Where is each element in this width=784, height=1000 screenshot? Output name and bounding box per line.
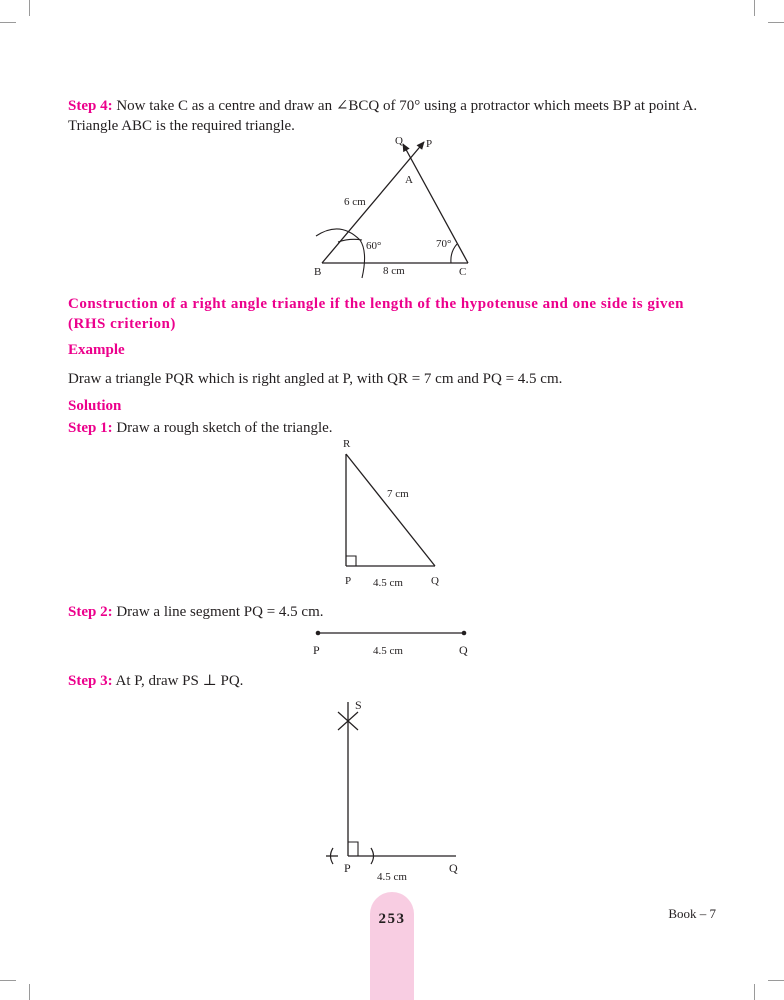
crop-mark bbox=[768, 980, 784, 981]
point-q-label: Q bbox=[449, 861, 458, 875]
step3-label: Step 3: bbox=[68, 673, 113, 689]
side-qr bbox=[346, 454, 435, 566]
segment-length-label: 4.5 cm bbox=[373, 645, 403, 657]
point-q-label: Q bbox=[431, 575, 439, 587]
point-q-label: Q bbox=[459, 643, 468, 657]
step2-text: Draw a line segment PQ = 4.5 cm. bbox=[112, 604, 324, 620]
crop-mark bbox=[768, 22, 784, 23]
right-angle-mark bbox=[346, 556, 356, 566]
endpoint-q bbox=[462, 631, 467, 636]
example-text: Draw a triangle PQR which is right angled at P, with QR = 7 cm and PQ = 4.5 cm. bbox=[68, 371, 563, 387]
point-p-label: P bbox=[345, 575, 352, 587]
example-heading: Example bbox=[68, 342, 125, 358]
point-a-label: A bbox=[405, 174, 413, 186]
side-pq-label: 4.5 cm bbox=[373, 577, 403, 589]
triangle-abc-figure bbox=[300, 128, 490, 280]
book-label: Book – 7 bbox=[668, 906, 716, 921]
side-qr-label: 7 cm bbox=[387, 488, 409, 500]
page-number-tab bbox=[370, 892, 414, 1000]
right-angle-mark bbox=[348, 842, 358, 856]
step4-text: Now take C as a centre and draw an ∠BCQ of 70° using a protractor which meets BP at point A. bbox=[112, 98, 698, 114]
crop-mark bbox=[754, 0, 755, 16]
crop-mark bbox=[754, 984, 755, 1000]
side-ab-label: 6 cm bbox=[344, 196, 366, 208]
point-p-label: P bbox=[426, 138, 433, 150]
angle-b-label: 60° bbox=[366, 240, 382, 252]
step3-text: At P, draw PS ⊥ PQ. bbox=[112, 673, 244, 689]
step2-label: Step 2: bbox=[68, 604, 113, 620]
triangle-pqr-sketch bbox=[330, 436, 450, 592]
rhs-heading-line1: Construction of a right angle triangle if the length of the hypotenuse and one side is given bbox=[68, 296, 685, 312]
segment-pq-figure bbox=[306, 624, 476, 660]
point-p-label: P bbox=[313, 643, 320, 657]
crop-mark bbox=[0, 980, 16, 981]
compass-arc-b bbox=[316, 229, 365, 278]
length-label: 4.5 cm bbox=[377, 871, 407, 883]
step1-text: Draw a rough sketch of the triangle. bbox=[112, 420, 333, 436]
point-r-label: R bbox=[343, 438, 351, 450]
angle-c-label: 70° bbox=[436, 238, 452, 250]
point-q-label: Q bbox=[395, 135, 403, 147]
crop-mark bbox=[29, 0, 30, 16]
step1-paragraph bbox=[68, 418, 333, 438]
step4-label: Step 4: bbox=[68, 98, 113, 114]
angle-arc-c bbox=[451, 244, 457, 263]
rhs-heading-line2: (RHS criterion) bbox=[68, 316, 176, 332]
endpoint-p bbox=[316, 631, 321, 636]
page-number: 253 bbox=[378, 911, 406, 927]
rhs-heading bbox=[68, 294, 716, 334]
point-c-label: C bbox=[459, 266, 467, 278]
crop-mark bbox=[0, 22, 16, 23]
solution-heading: Solution bbox=[68, 398, 122, 414]
step2-paragraph bbox=[68, 602, 324, 622]
side-bc-label: 8 cm bbox=[383, 265, 405, 277]
step1-label: Step 1: bbox=[68, 420, 113, 436]
point-s-label: S bbox=[355, 698, 362, 712]
point-b-label: B bbox=[314, 266, 322, 278]
point-p-label: P bbox=[344, 861, 351, 875]
step4-text-line2: Triangle ABC is the required triangle. bbox=[68, 118, 295, 134]
step3-paragraph bbox=[68, 671, 243, 691]
crop-mark bbox=[29, 984, 30, 1000]
perpendicular-ps-figure bbox=[316, 692, 476, 884]
